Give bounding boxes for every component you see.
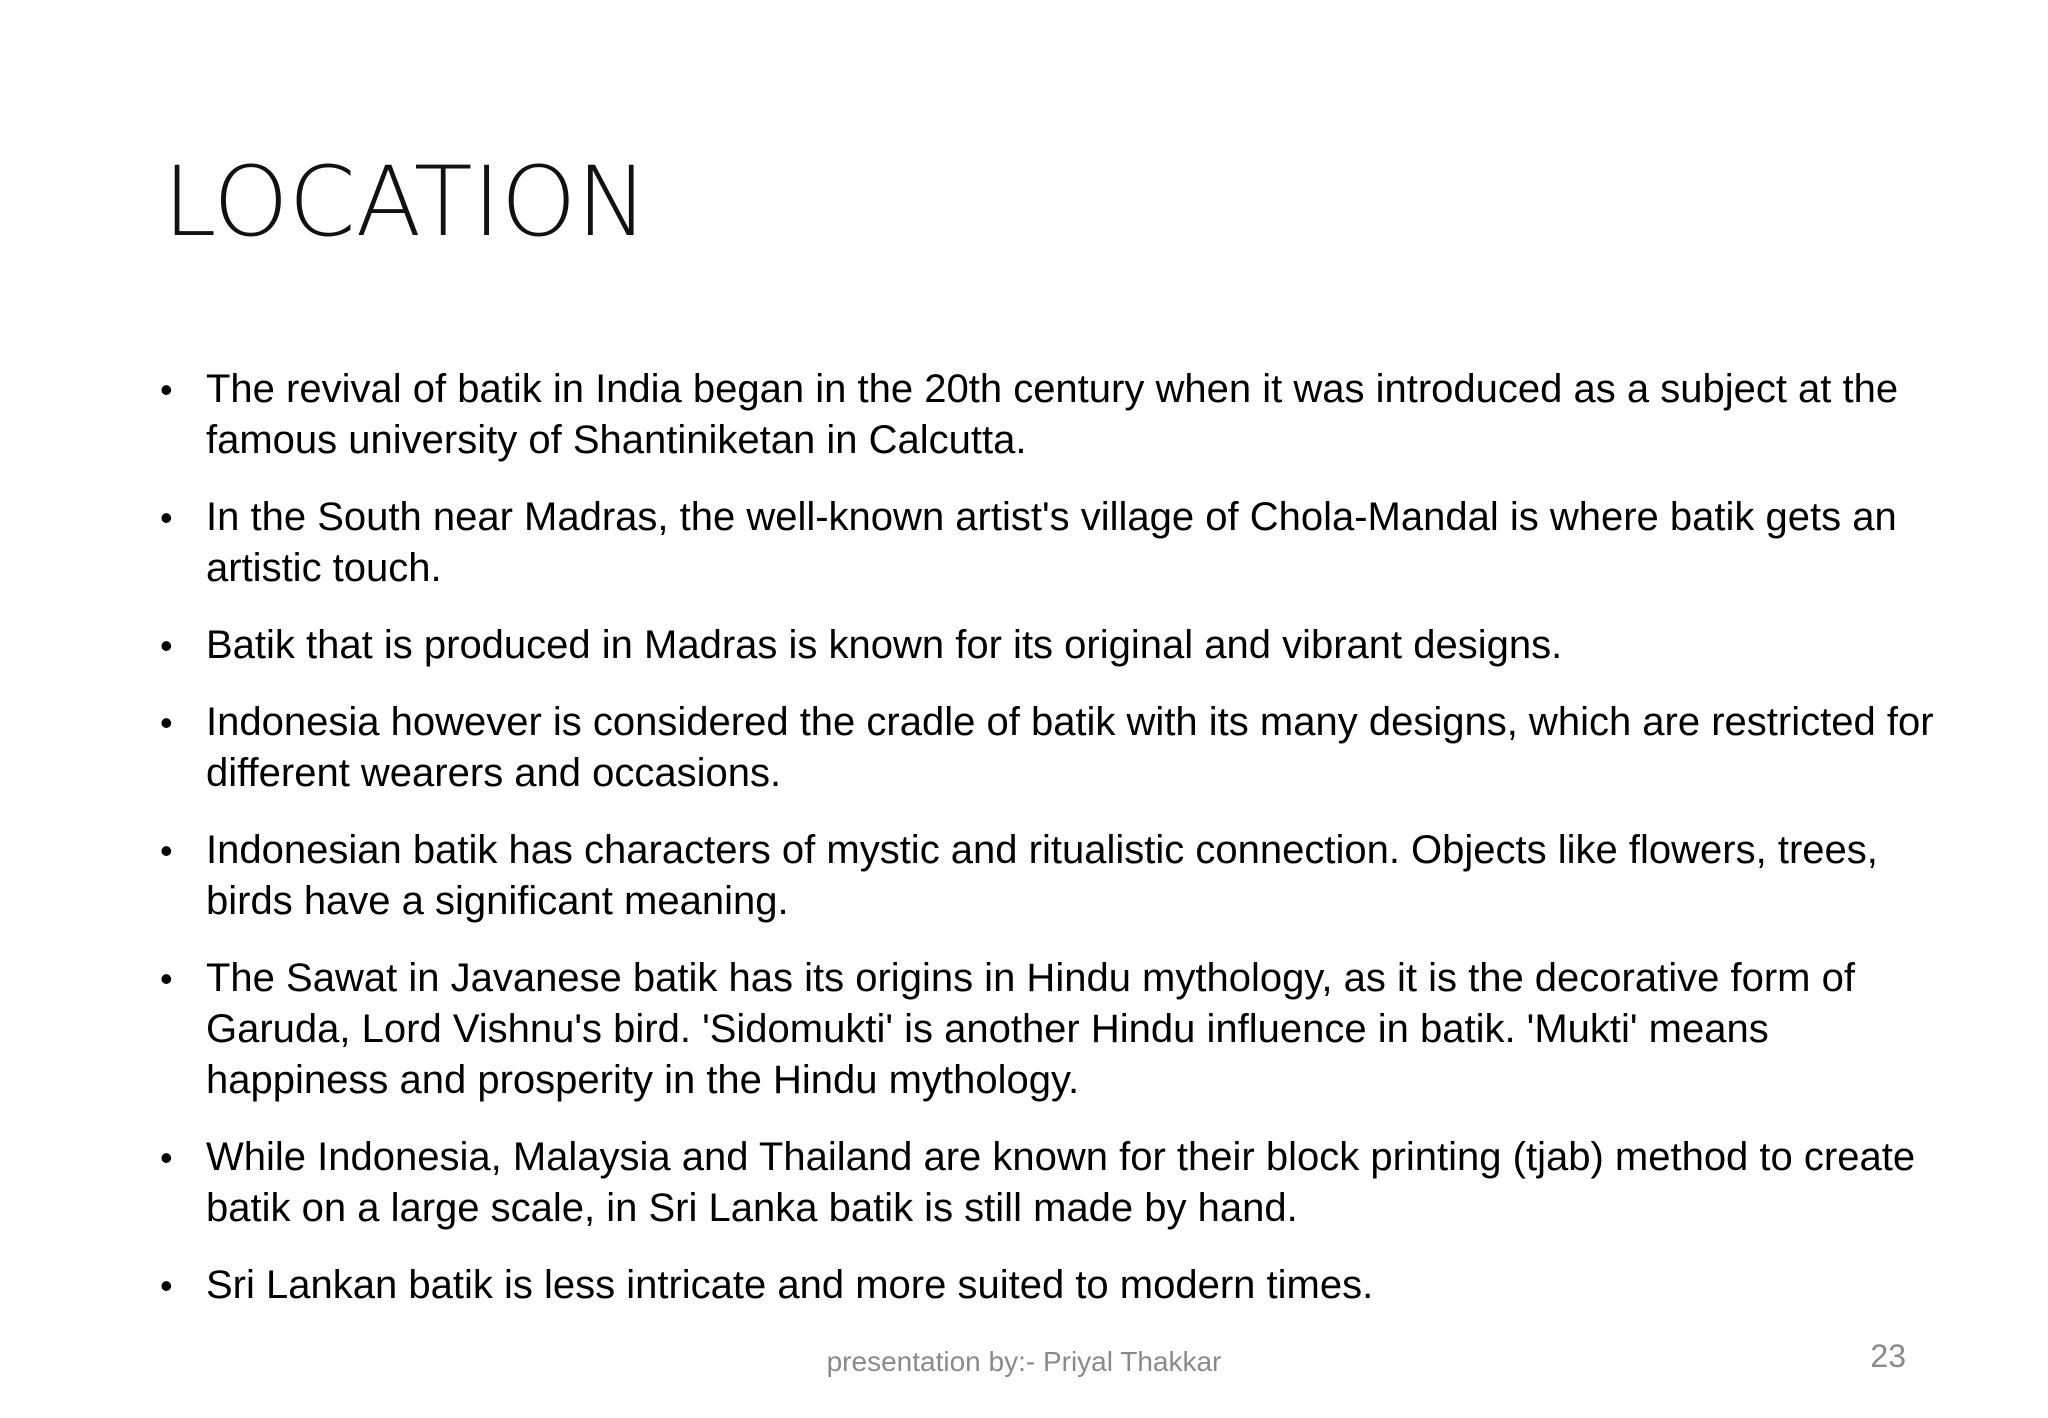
bullet-item <box>160 364 1950 466</box>
bullet-icon: • <box>160 369 173 410</box>
bullet-text: While Indonesia, Malaysia and Thailand are known for their block printing (tjab) method to create batik on a large scale, in Sri Lanka batik is still made by hand. <box>206 1135 1916 1230</box>
bullet-text: The Sawat in Javanese batik has its origins in Hindu mythology, as it is the decorative form of Garuda, Lord Vishnu's bird. 'Sidomukti' is another Hindu influence in batik. 'Mukti' means happiness and prosperity in the Hindu mythology. <box>206 956 1855 1102</box>
bullet-icon: • <box>160 1265 173 1306</box>
footer-credit: presentation by:- Priyal Thakkar <box>826 1346 1222 1377</box>
bullet-icon: • <box>160 958 173 999</box>
page-number: 23 <box>1870 1338 1906 1374</box>
bullet-item <box>160 1260 1950 1311</box>
bullet-list <box>160 364 1950 1337</box>
bullet-icon: • <box>160 625 173 666</box>
bullet-text: The revival of batik in India began in the 20th century when it was introduced as a subject at the famous university of Shantiniketan in Calcutta. <box>206 367 1899 462</box>
bullet-icon: • <box>160 830 173 871</box>
bullet-text: In the South near Madras, the well-known artist's village of Chola-Mandal is where batik gets an artistic touch. <box>206 495 1897 590</box>
bullet-item <box>160 953 1950 1106</box>
bullet-icon: • <box>160 1137 173 1178</box>
bullet-text: Indonesia however is considered the cradle of batik with its many designs, which are restricted for different wearers and occasions. <box>206 700 1934 795</box>
bullet-item <box>160 697 1950 799</box>
bullet-text: Sri Lankan batik is less intricate and more suited to modern times. <box>206 1263 1374 1307</box>
bullet-text: Indonesian batik has characters of mystic and ritualistic connection. Objects like flowers, trees, birds have a significant meaning. <box>206 828 1878 923</box>
bullet-item <box>160 825 1950 927</box>
bullet-item <box>160 1132 1950 1234</box>
slide-title: LOCATION <box>163 146 649 258</box>
bullet-icon: • <box>160 497 173 538</box>
bullet-icon: • <box>160 702 173 743</box>
bullet-item <box>160 492 1950 594</box>
bullet-item <box>160 620 1950 671</box>
bullet-text: Batik that is produced in Madras is known for its original and vibrant designs. <box>206 623 1563 667</box>
